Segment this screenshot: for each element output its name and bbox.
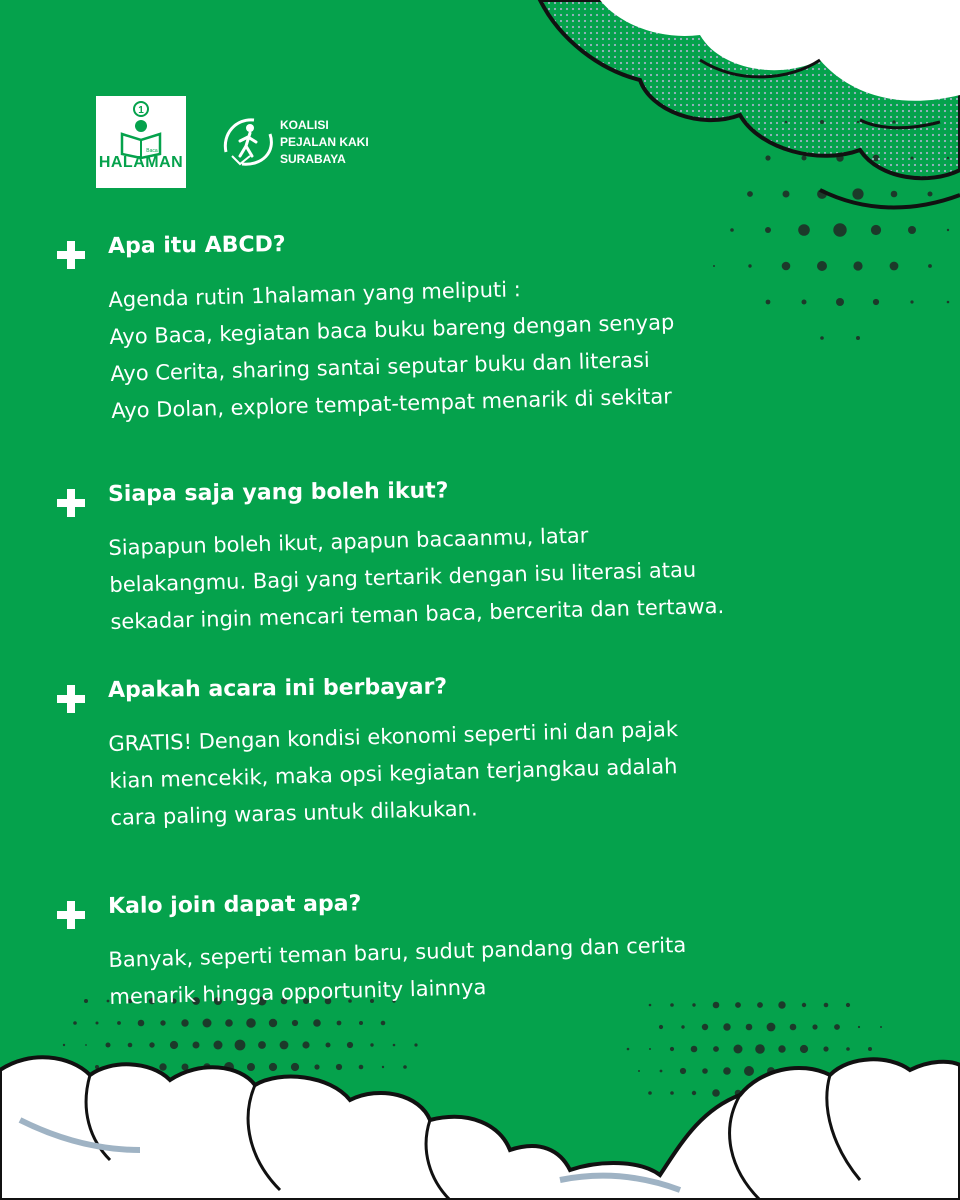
halftone-dot [347, 1042, 353, 1048]
halftone-dot [269, 1019, 277, 1027]
halftone-dot [269, 1063, 277, 1071]
halftone-dot [336, 1064, 342, 1070]
halftone-dot [856, 336, 860, 340]
pedestrian-icon [220, 112, 276, 172]
halftone-dot [713, 1046, 719, 1052]
halftone-dot [138, 1020, 145, 1027]
faq-question: Apa itu ABCD? [107, 232, 286, 259]
halftone-dot [891, 191, 898, 198]
halftone-dot [812, 1024, 817, 1029]
halftone-dot [692, 1091, 696, 1095]
halftone-dot [734, 1045, 743, 1054]
kpk-logo-line: KOALISI [280, 118, 329, 132]
halftone-dot [820, 336, 824, 340]
halftone-dot [302, 1041, 309, 1048]
halftone-dot [393, 1044, 396, 1047]
halftone-dot [766, 300, 771, 305]
faq-answer-line: cara paling waras untuk dilakukan. [110, 796, 478, 830]
halftone-dot [880, 1026, 882, 1028]
halftone-dot [853, 261, 862, 270]
kpk-logo-line: PEJALAN KAKI [280, 135, 369, 149]
halftone-dot [106, 1043, 111, 1048]
halftone-dot [681, 1025, 684, 1028]
halftone-dot [702, 1068, 708, 1074]
halftone-dot [314, 1064, 319, 1069]
halftone-dot [247, 1063, 255, 1071]
halftone-dot [73, 1021, 77, 1025]
halftone-dot [744, 1066, 754, 1076]
halftone-dot [292, 1020, 298, 1026]
halftone-dot [313, 1019, 321, 1027]
halftone-dot [798, 224, 810, 236]
halftone-dot [723, 1023, 730, 1030]
halftone-dot [280, 1041, 289, 1050]
halftone-dot [947, 301, 950, 304]
faq-answer [108, 514, 725, 641]
cloud-top-right [540, 0, 960, 208]
halftone-dot [117, 1021, 121, 1025]
halftone-dot [149, 1042, 154, 1047]
halftone-dot [692, 1003, 695, 1006]
faq-answer-line: Agenda rutin 1halaman yang meliputi : [108, 277, 522, 312]
halftone-dot [670, 1047, 674, 1051]
halftone-dot [730, 228, 734, 232]
halftone-dot [833, 223, 846, 236]
kpk-logo [220, 112, 420, 172]
halftone-dot [790, 1024, 797, 1031]
halftone-dot [670, 1003, 674, 1007]
halaman-logo-number: 1 [138, 105, 144, 116]
halftone-dot [852, 188, 863, 199]
halftone-dot [834, 1024, 840, 1030]
halftone-dot [748, 264, 751, 267]
book-reader-icon [96, 96, 186, 188]
halftone-dot [735, 1002, 741, 1008]
kpk-logo-text [280, 117, 369, 168]
halftone-dot [63, 1044, 65, 1046]
faq-question: Siapa saja yang boleh ikut? [107, 478, 449, 507]
halftone-dot [326, 1043, 331, 1048]
halftone-dot [824, 1003, 829, 1008]
halftone-dot [802, 156, 807, 161]
halftone-dot [823, 1046, 828, 1051]
plus-icon [54, 486, 88, 520]
plus-icon [54, 238, 88, 272]
halftone-dot [723, 1067, 731, 1075]
faq-question: Apakah acara ini berbayar? [107, 674, 448, 703]
halftone-dot [802, 1003, 806, 1007]
faq-answer-line: kian mencekik, maka opsi kegiatan terjangkau adalah [109, 754, 678, 793]
plus-icon [54, 898, 88, 932]
halftone-dot [702, 1024, 708, 1030]
halftone-dot [381, 1021, 386, 1026]
halftone-dot [846, 1047, 850, 1051]
halftone-dot [800, 1045, 808, 1053]
halftone-dot [181, 1019, 188, 1026]
halftone-dot [868, 1047, 872, 1051]
kpk-logo-line: SURABAYA [280, 152, 346, 166]
halftone-dot [778, 1045, 785, 1052]
plus-icon [54, 682, 88, 716]
halftone-dot [660, 1070, 663, 1073]
halftone-dot [858, 1026, 860, 1028]
halftone-dot [802, 300, 807, 305]
halftone-dot [836, 298, 844, 306]
halftone-dot [873, 299, 879, 305]
halftone-dot [414, 1043, 417, 1046]
halftone-dot [627, 1048, 630, 1051]
halftone-dot [908, 226, 916, 234]
halftone-dot [170, 1041, 178, 1049]
halftone-dot [214, 1041, 223, 1050]
halftone-dot [765, 227, 771, 233]
halftone-dot [910, 300, 913, 303]
halftone-dot [225, 1019, 233, 1027]
halftone-dot [359, 1021, 363, 1025]
halftone-dot [638, 1070, 640, 1072]
halftone-dot [235, 1040, 246, 1051]
faq-answer-line: belakangmu. Bagi yang tertarik dengan isu literasi atau [109, 557, 697, 597]
cloud-bottom [0, 1057, 960, 1200]
halftone-dot [96, 1022, 99, 1025]
halftone-dot [713, 265, 715, 267]
halftone-dot [659, 1025, 663, 1029]
halftone-dot [712, 1089, 720, 1097]
halftone-dot [890, 262, 899, 271]
halaman-logo [96, 96, 186, 188]
halftone-dot [85, 1044, 87, 1046]
halftone-dot [258, 1041, 266, 1049]
halftone-dot [767, 1023, 776, 1032]
halftone-dot [871, 225, 881, 235]
halftone-dot [649, 1048, 651, 1050]
halftone-dot [817, 261, 827, 271]
faq-answer [108, 927, 688, 1016]
halftone-dot [713, 1002, 720, 1009]
halftone-dot [159, 1063, 166, 1070]
halftone-dot [193, 1042, 200, 1049]
halftone-dot [337, 1021, 342, 1026]
halftone-dot [928, 192, 933, 197]
faq-answer-line: sekadar ingin mencari teman baca, bercerita dan tertawa. [110, 593, 725, 634]
halftone-dot [403, 1065, 407, 1069]
halftone-dot [128, 1043, 133, 1048]
halftone-dot [680, 1068, 686, 1074]
halftone-dot [246, 1018, 256, 1028]
halftone-dot [846, 1003, 850, 1007]
halftone-dot [747, 191, 753, 197]
faq-answer-line: Ayo Dolan, explore tempat-tempat menarik di sekitar [111, 384, 673, 423]
halftone-dot [746, 1024, 753, 1031]
halftone-dot [359, 1065, 364, 1070]
halftone-dot [160, 1020, 165, 1025]
faq-question: Kalo join dapat apa? [107, 891, 362, 919]
halftone-dot [778, 1001, 785, 1008]
halftone-dot [783, 191, 790, 198]
halftone-dot [755, 1044, 765, 1054]
faq-answer-line: Ayo Cerita, sharing santai seputar buku dan literasi [110, 347, 650, 386]
halftone-dot [649, 1004, 652, 1007]
halftone-dot [757, 1002, 763, 1008]
halftone-dot [691, 1046, 698, 1053]
halftone-dot [928, 264, 932, 268]
halftone-dot [947, 229, 949, 231]
halftone-dot [670, 1091, 674, 1095]
halftone-dot [291, 1063, 299, 1071]
halftone-dot [84, 999, 88, 1003]
faq-answer-line: menarik hingga opportunity lainnya [109, 975, 487, 1009]
faq-answer-line: Banyak, seperti teman baru, sudut pandang dan cerita [108, 932, 687, 972]
faq-answer-line: Ayo Baca, kegiatan baca buku bareng dengan senyap [109, 310, 675, 349]
faq-answer [108, 711, 680, 837]
faq-answer [108, 267, 677, 430]
faq-answer-line: Siapapun boleh ikut, apapun bacaanmu, latar [108, 523, 589, 560]
halftone-dot [765, 155, 770, 160]
halaman-logo-book-caption: Baca [146, 148, 158, 154]
halftone-dot [203, 1019, 212, 1028]
halftone-dot [370, 1043, 373, 1046]
faq-answer-line: GRATIS! Dengan kondisi ekonomi seperti ini dan pajak [108, 717, 679, 756]
halftone-dot [782, 262, 791, 271]
halftone-dot [382, 1066, 384, 1068]
halaman-logo-word: HALAMAN [98, 154, 184, 171]
halftone-dot [648, 1091, 652, 1095]
